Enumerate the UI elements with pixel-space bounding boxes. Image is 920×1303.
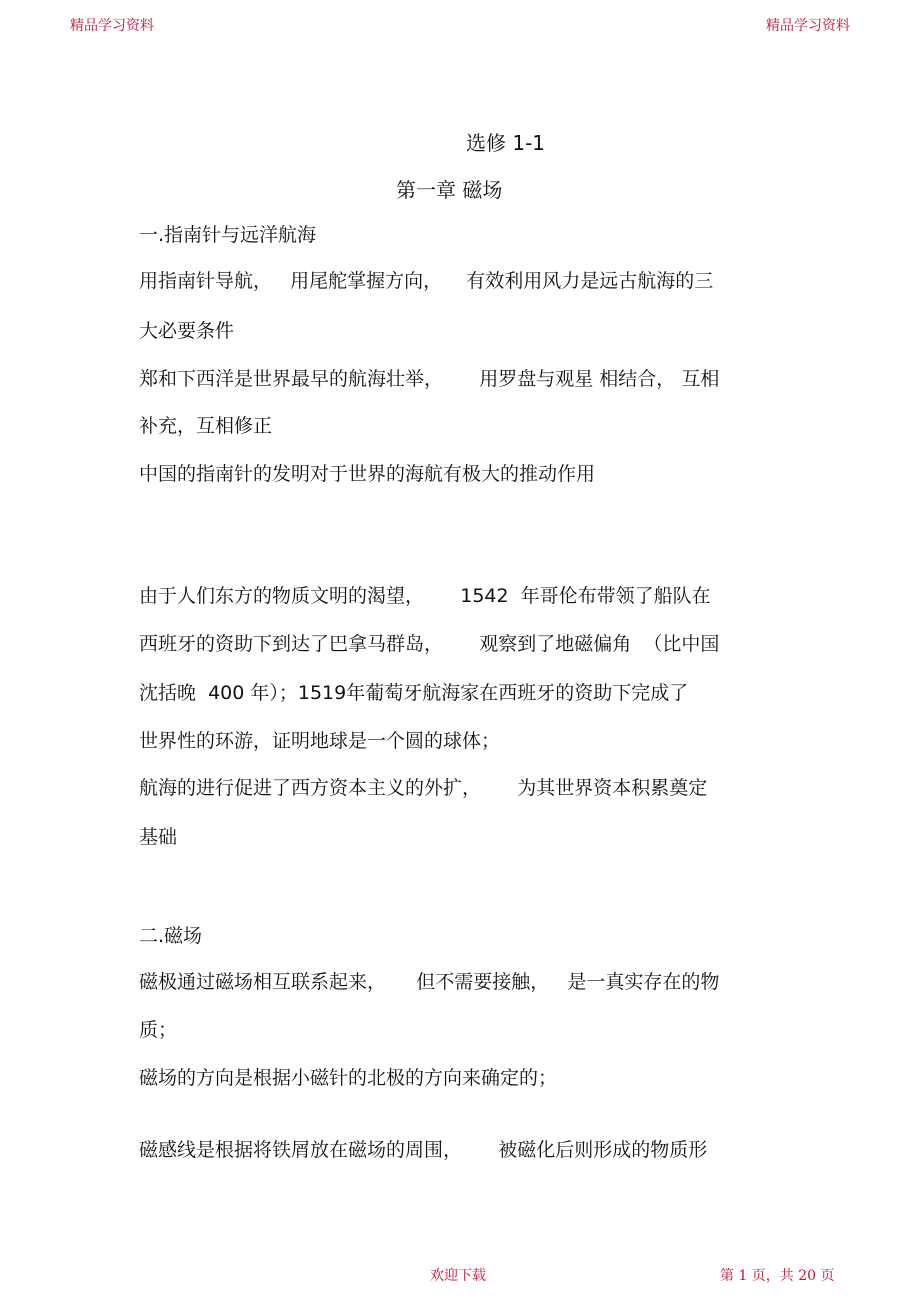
header-right-label: 精品学习资料 — [766, 18, 850, 34]
document-title: 选修 1-1 — [466, 131, 546, 155]
paragraph-line: 磁场的方向是根据小磁针的北极的方向来确定的； — [139, 1067, 558, 1089]
paragraph-line: 磁感线是根据将铁屑放在磁场的周围， 被磁化后则形成的物质形 — [139, 1139, 708, 1161]
paragraph-line: 用指南针导航， 用尾舵掌握方向， 有效利用风力是远古航海的三 — [139, 270, 714, 292]
paragraph-line: 基础 — [139, 826, 178, 848]
paragraph-line: 磁极通过磁场相互联系起来， 但不需要接触， 是一真实存在的物 — [139, 971, 720, 993]
paragraph-line: 航海的进行促进了西方资本主义的外扩， 为其世界资本积累奠定 — [139, 777, 708, 799]
paragraph-line: 世界性的环游，证明地球是一个圆的球体； — [139, 730, 501, 752]
footer-welcome-label: 欢迎下载 — [430, 1268, 486, 1284]
paragraph-line: 补充，互相修正 — [139, 415, 273, 437]
paragraph-line: 沈括晚 400 年）；1519年葡萄牙航海家在西班牙的资助下完成了 — [139, 682, 689, 704]
page-number: 第 1 页，共 20 页 — [720, 1268, 835, 1284]
header-left-label: 精品学习资料 — [70, 18, 154, 34]
paragraph-line: 郑和下西洋是世界最早的航海壮举， 用罗盘与观星 相结合， 互相 — [139, 368, 720, 390]
paragraph-line: 由于人们东方的物质文明的渴望， 1542 年哥伦布带领了船队在 — [139, 585, 711, 607]
section-heading-2: 二.磁场 — [139, 925, 203, 947]
paragraph-line: 质； — [139, 1019, 178, 1041]
paragraph-line: 大必要条件 — [139, 320, 235, 342]
paragraph-line: 西班牙的资助下到达了巴拿马群岛， 观察到了地磁偏角 （比中国 — [139, 633, 720, 655]
paragraph-line: 中国的指南针的发明对于世界的海航有极大的推动作用 — [139, 463, 596, 485]
chapter-title: 第一章 磁场 — [396, 178, 503, 202]
section-heading-1: 一.指南针与远洋航海 — [139, 224, 317, 246]
